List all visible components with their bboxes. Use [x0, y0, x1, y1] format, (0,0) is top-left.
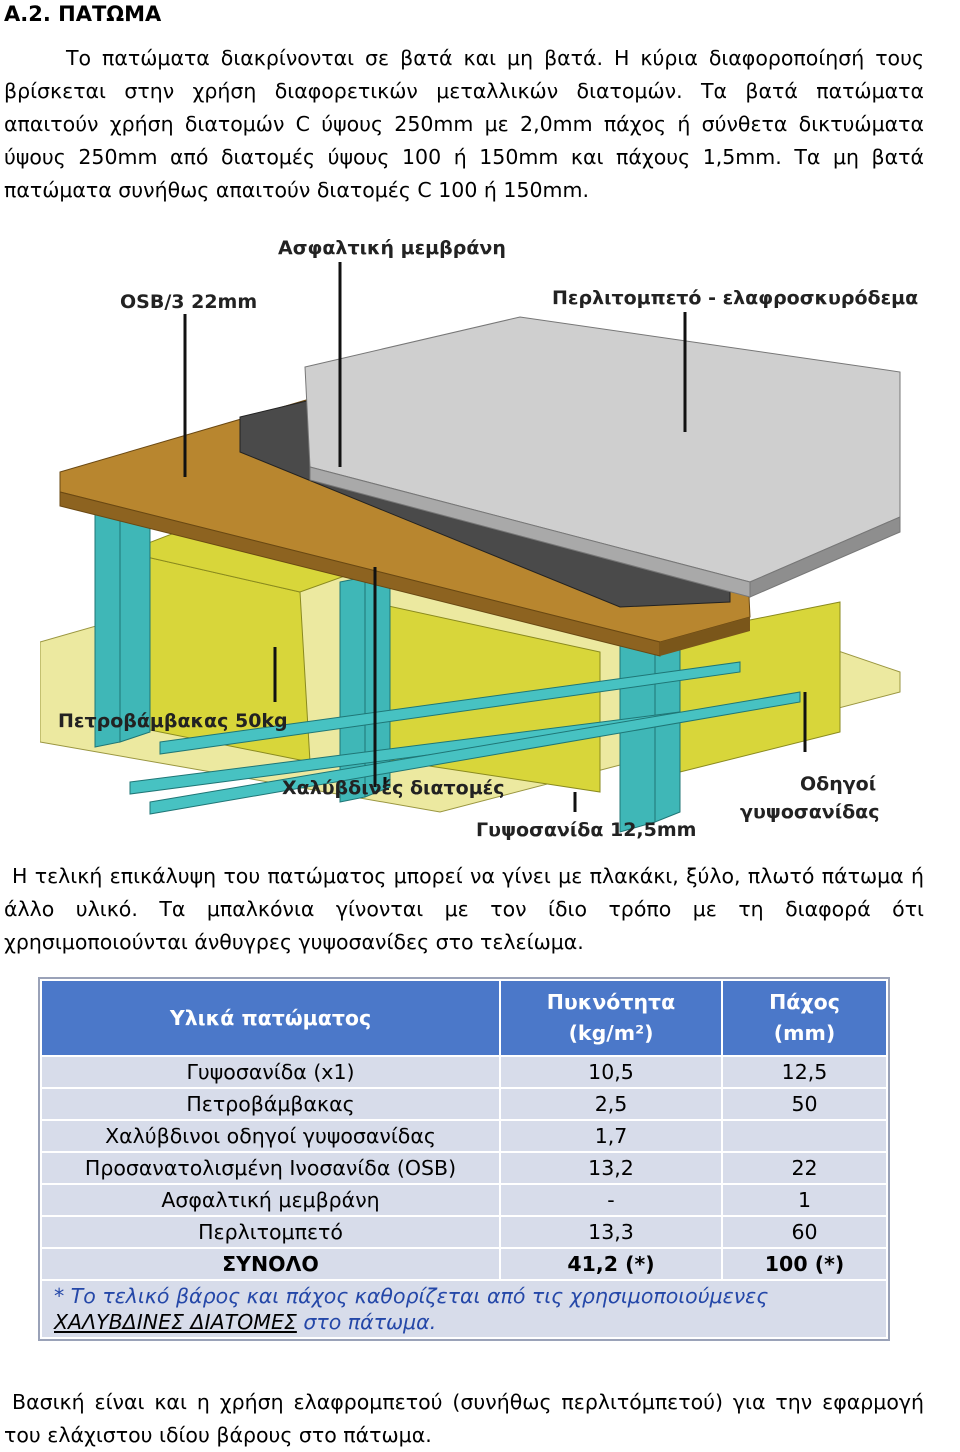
header-thickness: [722, 980, 887, 1056]
table-total-row: [41, 1248, 887, 1280]
label-steel-sections: Χαλύβδινές διατομές: [282, 777, 505, 799]
label-asphalt: Ασφαλτική μεμβράνη: [278, 237, 506, 259]
note-start: * Το τελικό βάρος και πάχος καθορίζεται από τις χρησιμοποιούμενες: [54, 1284, 769, 1308]
label-osb: OSB/3 22mm: [120, 291, 258, 313]
table-row: [41, 1152, 887, 1184]
cell-thickness: 1: [722, 1184, 887, 1216]
cell-material: Περλιτομπετό: [41, 1216, 500, 1248]
cell-density: 13,3: [500, 1216, 722, 1248]
header-material: Υλικά πατώματος: [41, 980, 500, 1056]
note-emphasis: ΧΑΛΥΒΔΙΝΕΣ ΔΙΑΤΟΜΕΣ: [54, 1310, 297, 1334]
header-density-line1: Πυκνότητα: [546, 990, 676, 1014]
header-density-line2: (kg/m²): [568, 1021, 654, 1045]
table-note-row: [41, 1280, 887, 1338]
cell-material: Πετροβάμβακας: [41, 1088, 500, 1120]
table-note: [41, 1280, 887, 1338]
total-label: ΣΥΝΟΛΟ: [41, 1248, 500, 1280]
cell-material: Ασφαλτική μεμβράνη: [41, 1184, 500, 1216]
cell-density: 1,7: [500, 1120, 722, 1152]
floor-diagram: [40, 222, 920, 847]
materials-table: [40, 979, 888, 1339]
closing-paragraph: Βασική είναι και η χρήση ελαφρομπετού (συνήθως περλιτόμπετού) για την εφαρμογή του ελάχιστου ιδίου βάρους στο πάτωμα.: [4, 1390, 924, 1447]
table-header-row: [41, 980, 887, 1056]
label-gypsum: Γυψοσανίδα 12,5mm: [476, 819, 697, 841]
section-heading: Α.2. ΠΑΤΩΜΑ: [4, 2, 162, 26]
cell-material: Γυψοσανίδα (x1): [41, 1056, 500, 1088]
cell-thickness: [722, 1120, 887, 1152]
cell-density: 2,5: [500, 1088, 722, 1120]
table-row: [41, 1216, 887, 1248]
table-row: [41, 1120, 887, 1152]
cell-density: 10,5: [500, 1056, 722, 1088]
cell-thickness: 60: [722, 1216, 887, 1248]
table-row: [41, 1184, 887, 1216]
cell-density: 13,2: [500, 1152, 722, 1184]
header-thickness-line1: Πάχος: [769, 990, 840, 1014]
cell-material: Προσανατολισμένη Ινοσανίδα (OSB): [41, 1152, 500, 1184]
table-row: [41, 1088, 887, 1120]
label-guides-line1: Οδηγοί: [800, 773, 877, 795]
note-end: στο πάτωμα.: [296, 1310, 437, 1334]
header-thickness-line2: (mm): [773, 1021, 836, 1045]
cell-density: -: [500, 1184, 722, 1216]
total-density: 41,2 (*): [500, 1248, 722, 1280]
cell-thickness: 50: [722, 1088, 887, 1120]
cell-thickness: 12,5: [722, 1056, 887, 1088]
intro-paragraph: Το πατώματα διακρίνονται σε βατά και μη βατά. Η κύρια διαφοροποίησή τους βρίσκεται στην χρήση διαφορετικών μεταλλικών διατομών. Τα βατά πατώματα απαιτούν χρήση διατομών C ύψους 250mm με 2,0mm πάχος ή σύνθετα δικτυώματα ύψους 250mm από διατομές ύψους 100 ή 150mm και πάχους 1,5mm. Τα μη βατά πατώματα συνήθως απαιτούν διατομές C 100 ή 150mm.: [4, 46, 924, 202]
total-thickness: 100 (*): [722, 1248, 887, 1280]
finish-paragraph: Η τελική επικάλυψη του πατώματος μπορεί να γίνει με πλακάκι, ξύλο, πλωτό πάτωμα ή άλλο υλικό. Τα μπαλκόνια γίνονται με τον ίδιο τρόπο με τη διαφορά ότι χρησιμοποιούνται άνθυγρες γυψοσανίδες στο τελείωμα.: [4, 864, 924, 954]
cell-thickness: 22: [722, 1152, 887, 1184]
header-density: [500, 980, 722, 1056]
label-guides-line2: γυψοσανίδας: [740, 801, 880, 823]
table-row: [41, 1056, 887, 1088]
cell-material: Χαλύβδινοι οδηγοί γυψοσανίδας: [41, 1120, 500, 1152]
label-rockwool: Πετροβάμβακας 50kg: [58, 710, 288, 732]
label-perlite: Περλιτομπετό - ελαφροσκυρόδεμα: [552, 287, 919, 309]
